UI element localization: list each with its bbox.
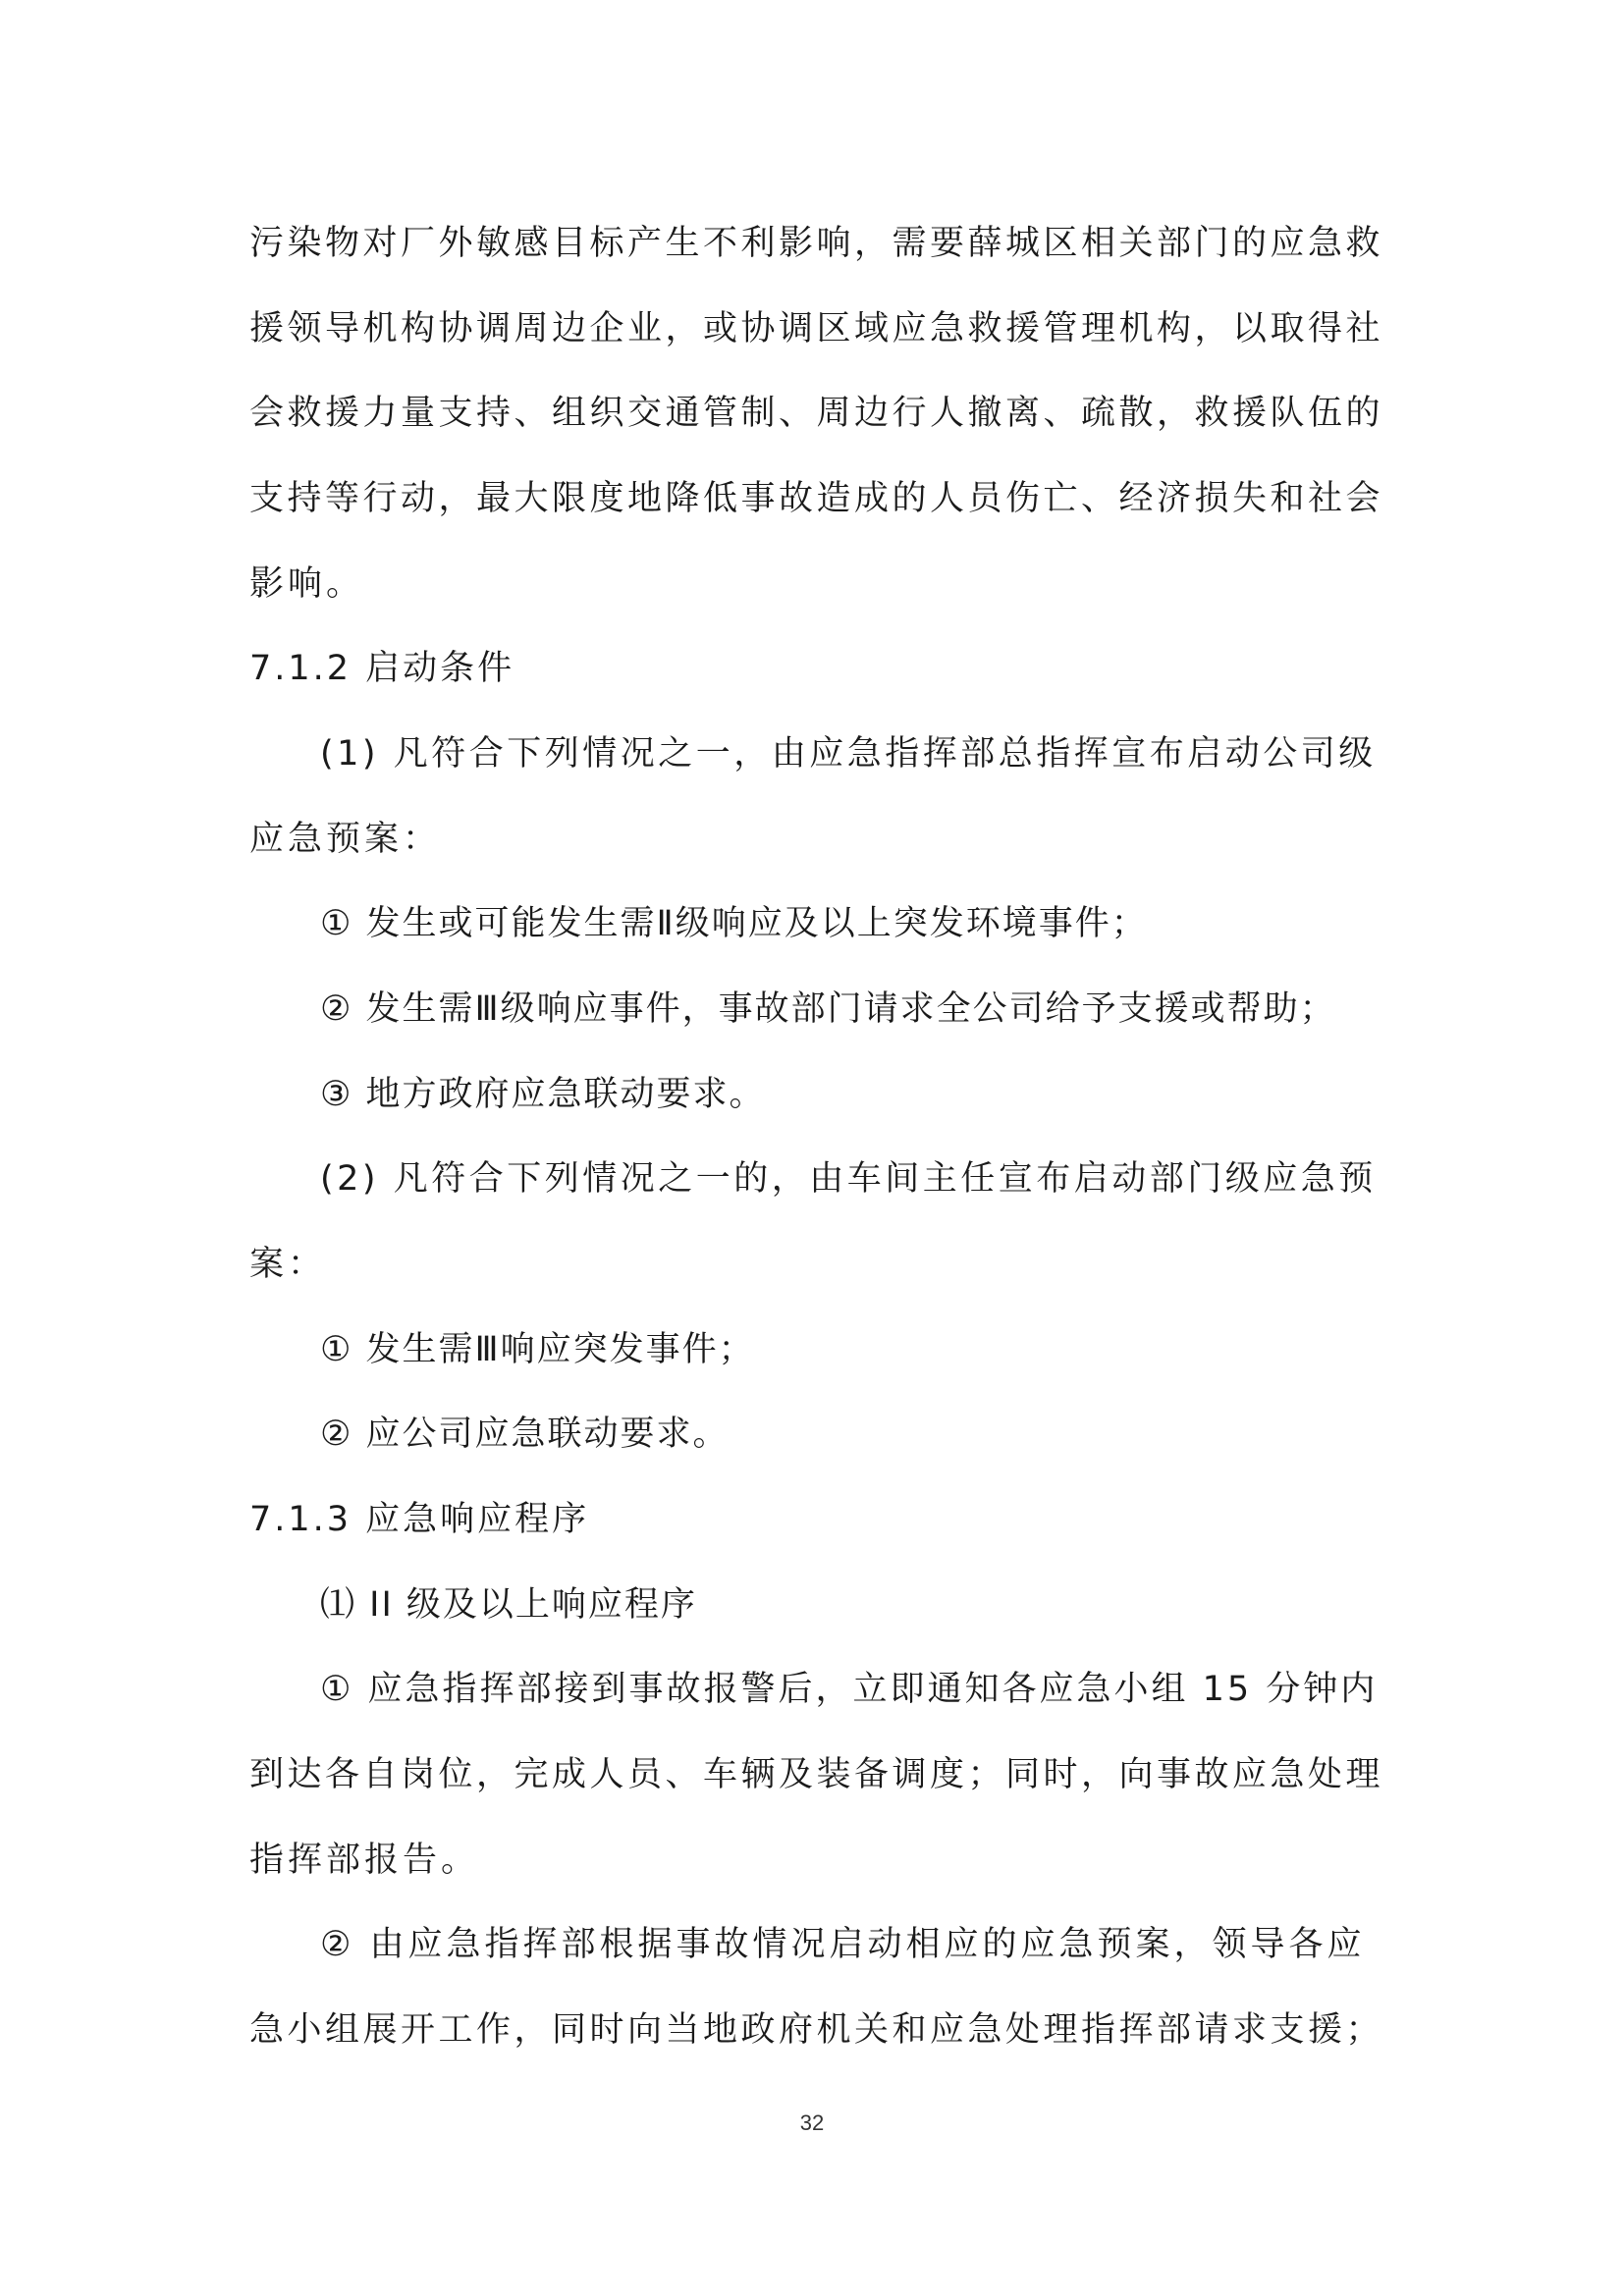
page-number: 32 [799,2110,825,2135]
list-item: ③ 地方政府应急联动要求。 [320,1075,766,1114]
paragraph-line: 援领导机构协调周边企业，或协调区域应急救援管理机构，以取得社 [249,309,1384,348]
paragraph-line: 指挥部报告。 [249,1841,480,1880]
paragraph-line: 案： [249,1245,327,1284]
list-item: ② 应公司应急联动要求。 [320,1415,730,1454]
paragraph-line: 会救援力量支持、组织交通管制、周边行人撤离、疏散，救援队伍的 [249,394,1384,433]
paragraph-line: 支持等行动，最大限度地降低事故造成的人员伤亡、经济损失和社会 [249,479,1384,518]
paragraph-line: 急小组展开工作，同时向当地政府机关和应急处理指挥部请求支援； [249,2010,1384,2050]
paragraph-line: 污染物对厂外敏感目标产生不利影响，需要薛城区相关部门的应急救 [249,224,1384,263]
paragraph-line: 影响。 [249,564,365,604]
paragraph-line: (1) 凡符合下列情况之一，由应急指挥部总指挥宣布启动公司级 [320,734,1377,774]
subsection-heading: ⑴ II 级及以上响应程序 [320,1585,697,1625]
section-heading-7-1-3: 7.1.3 应急响应程序 [249,1500,590,1539]
list-item: ① 发生需Ⅲ响应突发事件； [320,1330,755,1369]
paragraph-line: 应急预案： [249,820,442,859]
section-heading-7-1-2: 7.1.2 启动条件 [249,649,515,688]
paragraph-line: 到达各自岗位，完成人员、车辆及装备调度；同时，向事故应急处理 [249,1755,1384,1794]
list-item: ② 发生需Ⅲ级响应事件，事故部门请求全公司给予支援或帮助； [320,989,1336,1029]
paragraph-line: ② 由应急指挥部根据事故情况启动相应的应急预案，领导各应 [320,1925,1366,1964]
list-item: ① 发生或可能发生需Ⅱ级响应及以上突发环境事件； [320,904,1148,943]
paragraph-line: ① 应急指挥部接到事故报警后，立即通知各应急小组 15 分钟内 [320,1670,1379,1709]
paragraph-line: (2) 凡符合下列情况之一的，由车间主任宣布启动部门级应急预 [320,1159,1377,1199]
